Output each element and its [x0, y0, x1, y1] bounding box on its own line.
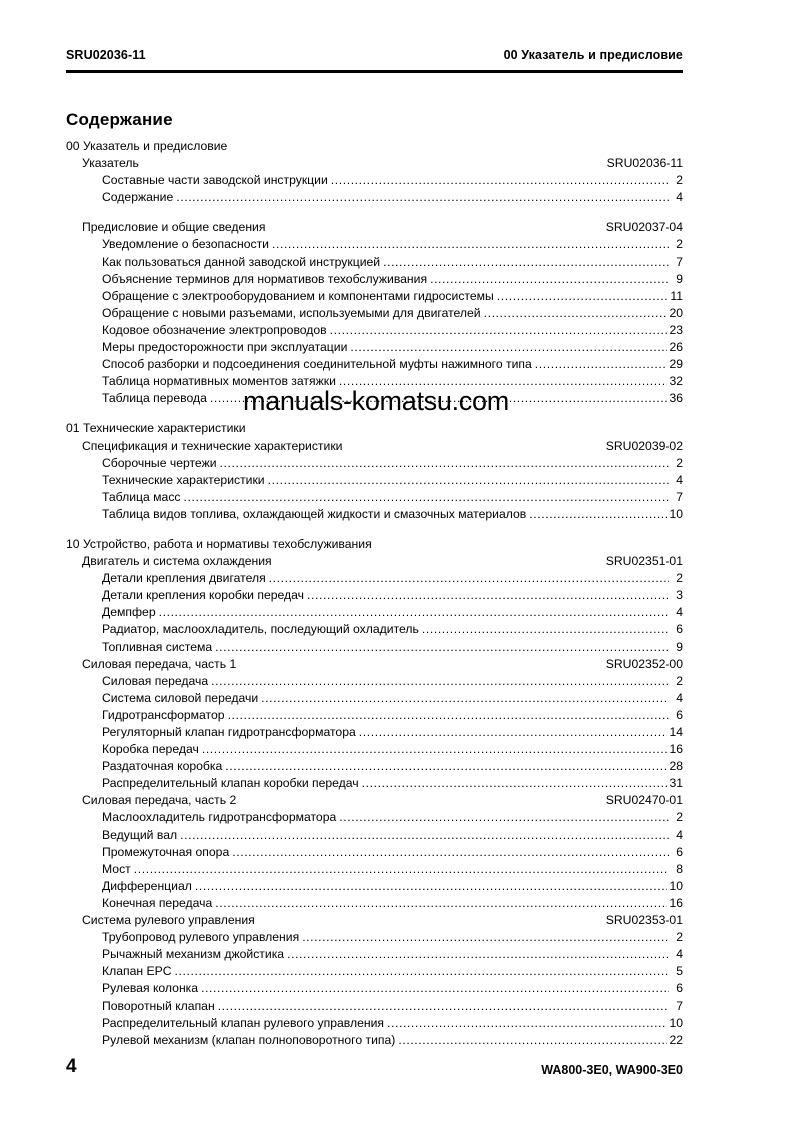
toc-entry-label: Рычажный механизм джойстика [102, 947, 285, 962]
toc-leader-dots [287, 946, 669, 963]
running-header [66, 48, 683, 62]
toc-entry-label: Составные части заводской инструкции [102, 173, 328, 188]
toc-entry[interactable] [66, 254, 683, 271]
toc-entry-label: Таблица нормативных моментов затяжки [102, 374, 336, 389]
toc-leader-dots [225, 758, 667, 775]
toc-entry[interactable] [66, 775, 683, 792]
toc-leader-dots [232, 844, 669, 861]
toc-entry[interactable] [66, 305, 683, 322]
toc-leader-dots [307, 587, 669, 604]
toc-entry-page-number: 8 [676, 861, 683, 876]
toc-entry-page-number: 9 [676, 639, 683, 654]
toc-leader-dots [430, 271, 669, 288]
toc-leader-dots [339, 809, 669, 826]
toc-entry[interactable] [66, 339, 683, 356]
toc-entry-page-number: 3 [676, 588, 683, 603]
toc-leader-dots [387, 1015, 667, 1032]
toc-leader-dots [350, 339, 667, 356]
toc-entry-page-number: 20 [669, 305, 683, 320]
toc-entry[interactable] [66, 998, 683, 1015]
toc-entry[interactable] [66, 963, 683, 980]
toc-entry-label: Технические характеристики [102, 472, 265, 487]
toc-entry-page-number: 22 [669, 1032, 683, 1047]
toc-leader-dots [211, 673, 669, 690]
toc-entry[interactable] [66, 639, 683, 656]
toc-entry-page-number: 29 [669, 357, 683, 372]
toc-entry-page-number: 4 [676, 472, 683, 487]
toc-leader-dots [175, 963, 669, 980]
toc-subsection-title: Силовая передача, часть 2 [82, 793, 237, 808]
toc-entry[interactable] [66, 980, 683, 997]
toc-entry-label: Регуляторный клапан гидротрансформатора [102, 725, 356, 739]
toc-entry-label: Рулевой механизм (клапан полноповоротного типа) [102, 1032, 396, 1047]
toc-entry-label: Раздаточная коробка [102, 759, 223, 774]
toc-entry[interactable] [66, 236, 683, 253]
toc-group-gap [66, 523, 683, 536]
toc-entry-label: Кодовое обозначение электропроводов [102, 322, 327, 337]
footer-page-number: 4 [66, 1056, 77, 1077]
toc-entry[interactable] [66, 489, 683, 506]
toc-entry-page-number: 2 [676, 930, 683, 945]
toc-leader-dots [215, 639, 669, 656]
toc-entry[interactable] [66, 1015, 683, 1032]
toc-entry-label: Детали крепления коробки передач [102, 588, 305, 603]
toc-entry-page-number: 10 [669, 878, 683, 893]
footer-model-names: WA800-3E0, WA900-3E0 [541, 1063, 683, 1077]
toc-entry-label: Промежуточная опора [102, 844, 230, 859]
toc-entry[interactable] [66, 827, 683, 844]
toc-entry-page-number: 4 [676, 690, 683, 705]
toc-leader-dots [422, 621, 669, 638]
toc-leader-dots [331, 172, 669, 189]
toc-subsection-code: SRU02353-01 [605, 913, 683, 928]
toc-subsection-heading[interactable] [66, 912, 683, 929]
toc-entry[interactable] [66, 587, 683, 604]
toc-subsection-heading[interactable] [66, 219, 683, 236]
toc-entry-label: Уведомление о безопасности [102, 237, 269, 252]
toc-subsection-code: SRU02470-01 [605, 793, 683, 808]
toc-entry[interactable] [66, 758, 683, 775]
toc-entry-label: Система силовой передачи [102, 690, 259, 705]
toc-entry-label: Объяснение терминов для нормативов техобслуживания [102, 271, 428, 286]
toc-leader-dots [330, 322, 668, 339]
toc-entry-page-number: 23 [669, 322, 683, 337]
toc-leader-dots [269, 570, 669, 587]
toc-entry[interactable] [66, 861, 683, 878]
header-chapter-name: 00 Указатель и предисловие [503, 48, 683, 62]
toc-leader-dots [261, 690, 669, 707]
toc-entry-page-number: 4 [676, 827, 683, 842]
toc-leader-dots [228, 707, 669, 724]
toc-entry[interactable] [66, 690, 683, 707]
toc-entry-page-number: 16 [669, 895, 683, 910]
toc-entry[interactable] [66, 707, 683, 724]
toc-entry-label: Меры предосторожности при эксплуатации [102, 340, 348, 355]
toc-subsection-heading[interactable] [66, 656, 683, 673]
toc-leader-dots [497, 288, 669, 305]
toc-group-heading [66, 138, 683, 155]
toc-subsection-code: SRU02036-11 [606, 156, 683, 171]
toc-entry-label: Таблица видов топлива, охлаждающей жидкости и смазочных материалов [102, 506, 527, 521]
toc-entry-label: Детали крепления двигателя [102, 571, 266, 586]
toc-entry-label: Гидротрансформатор [102, 707, 225, 722]
toc-leader-dots [272, 236, 669, 253]
table-of-contents [66, 138, 683, 1049]
toc-entry-page-number: 16 [669, 742, 683, 757]
toc-leader-dots [176, 189, 669, 206]
toc-leader-dots [268, 472, 669, 489]
toc-entry-label: Радиатор, маслоохладитель, последующий охладитель [102, 622, 419, 637]
toc-entry-label: Дифференциал [102, 878, 192, 893]
toc-entry[interactable] [66, 878, 683, 895]
toc-subsection-gap [66, 206, 683, 219]
toc-entry-label: Клапан EPC [102, 964, 172, 979]
toc-leader-dots [201, 980, 669, 997]
toc-entry[interactable] [66, 929, 683, 946]
toc-subsection-title: Двигатель и система охлаждения [82, 554, 272, 569]
toc-subsection-code: SRU02037-04 [605, 220, 683, 235]
toc-entry-label: Трубопровод рулевого управления [102, 930, 300, 945]
toc-entry[interactable] [66, 356, 683, 373]
toc-leader-dots [398, 1032, 667, 1049]
toc-group [66, 138, 683, 407]
toc-entry-label: Коробка передач [102, 742, 199, 757]
toc-entry[interactable] [66, 604, 683, 621]
toc-subsection-code: SRU02352-00 [605, 656, 683, 671]
toc-subsection-heading[interactable] [66, 438, 683, 455]
toc-leader-dots [218, 998, 669, 1015]
page-title: Содержание [66, 110, 173, 130]
toc-entry[interactable] [66, 724, 683, 741]
toc-leader-dots [215, 895, 667, 912]
toc-entry[interactable] [66, 844, 683, 861]
toc-leader-dots [484, 305, 668, 322]
toc-leader-dots [180, 827, 669, 844]
toc-leader-dots [220, 455, 669, 472]
toc-entry-label: Распределительный клапан коробки передач [102, 776, 359, 791]
toc-entry-page-number: 4 [676, 190, 683, 205]
toc-entry-label: Таблица перевода [102, 391, 207, 406]
toc-entry-label: Таблица масс [102, 489, 181, 504]
toc-entry-page-number: 36 [669, 391, 683, 406]
toc-entry-label: Содержание [102, 190, 174, 205]
toc-group-heading-label: 00 Указатель и предисловие [66, 139, 228, 153]
toc-entry-label: Поворотный клапан [102, 998, 215, 1013]
toc-entry[interactable] [66, 1032, 683, 1049]
toc-entry-label: Топливная система [102, 639, 213, 654]
toc-entry-label: Способ разборки и подсоединения соединительной муфты нажимного типа [102, 357, 532, 372]
toc-leader-dots [302, 929, 669, 946]
toc-leader-dots [529, 506, 667, 523]
toc-entry-page-number: 6 [676, 844, 683, 859]
header-document-code: SRU02036-11 [66, 48, 146, 62]
toc-entry[interactable] [66, 506, 683, 523]
toc-subsection-title: Силовая передача, часть 1 [82, 656, 237, 671]
toc-entry[interactable] [66, 741, 683, 758]
toc-entry[interactable] [66, 455, 683, 472]
toc-group [66, 420, 683, 523]
toc-entry-label: Обращение с новыми разъемами, используемыми для двигателей [102, 305, 481, 320]
toc-entry[interactable] [66, 189, 683, 206]
toc-entry-page-number: 32 [669, 374, 683, 389]
toc-entry[interactable] [66, 271, 683, 288]
toc-entry-page-number: 2 [676, 173, 683, 188]
toc-entry-page-number: 31 [669, 776, 683, 791]
toc-entry[interactable] [66, 288, 683, 305]
toc-entry-page-number: 11 [670, 288, 683, 303]
header-rule [66, 70, 683, 73]
toc-entry-label: Мост [102, 861, 131, 876]
toc-entry-label: Сборочные чертежи [102, 455, 217, 470]
toc-leader-dots [184, 489, 669, 506]
toc-leader-dots [383, 254, 669, 271]
toc-entry-page-number: 6 [676, 707, 683, 722]
toc-group-heading [66, 420, 683, 437]
toc-entry-label: Демпфер [102, 605, 156, 620]
toc-entry-page-number: 4 [676, 605, 683, 620]
toc-group [66, 536, 683, 1049]
toc-subsection-heading[interactable] [66, 155, 683, 172]
toc-entry-page-number: 2 [676, 810, 683, 825]
toc-group-heading [66, 536, 683, 553]
toc-entry-label: Обращение с электрооборудованием и компонентами гидросистемы [102, 288, 494, 303]
toc-entry[interactable] [66, 946, 683, 963]
toc-entry[interactable] [66, 570, 683, 587]
toc-subsection-heading[interactable] [66, 792, 683, 809]
toc-entry-page-number: 2 [676, 571, 683, 586]
toc-leader-dots [535, 356, 668, 373]
toc-entry-page-number: 5 [676, 964, 683, 979]
toc-entry[interactable] [66, 472, 683, 489]
toc-leader-dots [195, 878, 668, 895]
toc-entry-page-number: 14 [669, 725, 683, 739]
toc-subsection-code: SRU02039-02 [605, 438, 683, 453]
toc-subsection-title: Указатель [82, 156, 139, 171]
toc-subsection-heading[interactable] [66, 553, 683, 570]
toc-entry-page-number: 4 [676, 947, 683, 962]
toc-entry[interactable] [66, 673, 683, 690]
toc-entry-page-number: 6 [676, 981, 683, 996]
toc-entry-page-number: 7 [676, 998, 683, 1013]
toc-entry-page-number: 2 [676, 237, 683, 252]
toc-entry[interactable] [66, 895, 683, 912]
toc-subsection-title: Система рулевого управления [82, 913, 255, 928]
toc-leader-dots [202, 741, 668, 758]
toc-entry-page-number: 2 [676, 673, 683, 688]
toc-entry-page-number: 7 [676, 254, 683, 269]
toc-entry[interactable] [66, 809, 683, 826]
toc-subsection-code: SRU02351-01 [605, 554, 683, 569]
toc-group-heading-label: 01 Технические характеристики [66, 421, 246, 436]
toc-entry-label: Ведущий вал [102, 827, 178, 842]
toc-group-heading-label: 10 Устройство, работа и нормативы техобслуживания [66, 536, 372, 551]
toc-entry-label: Силовая передача [102, 673, 209, 688]
watermark-text: manuals-komatsu.com [243, 386, 509, 416]
toc-entry-page-number: 28 [669, 759, 683, 774]
toc-leader-dots [359, 724, 668, 741]
toc-entry-page-number: 9 [676, 271, 683, 286]
toc-entry[interactable] [66, 322, 683, 339]
toc-entry-label: Распределительный клапан рулевого управления [102, 1015, 384, 1030]
toc-leader-dots [134, 861, 669, 878]
toc-subsection-title: Предисловие и общие сведения [82, 220, 266, 235]
toc-entry[interactable] [66, 172, 683, 189]
toc-entry-page-number: 6 [676, 622, 683, 637]
toc-entry-label: Маслоохладитель гидротрансформатора [102, 810, 337, 825]
toc-entry-label: Рулевая колонка [102, 981, 199, 996]
toc-leader-dots [159, 604, 669, 621]
toc-entry-page-number: 10 [669, 506, 683, 521]
toc-entry[interactable] [66, 621, 683, 638]
toc-entry-page-number: 2 [676, 455, 683, 470]
toc-subsection-title: Спецификация и технические характеристики [82, 438, 343, 453]
toc-leader-dots [362, 775, 668, 792]
toc-entry-page-number: 7 [676, 489, 683, 504]
toc-entry-label: Конечная передача [102, 895, 213, 910]
toc-entry-label: Как пользоваться данной заводской инструкцией [102, 254, 381, 269]
toc-entry-page-number: 26 [669, 340, 683, 355]
toc-entry-page-number: 10 [669, 1015, 683, 1030]
